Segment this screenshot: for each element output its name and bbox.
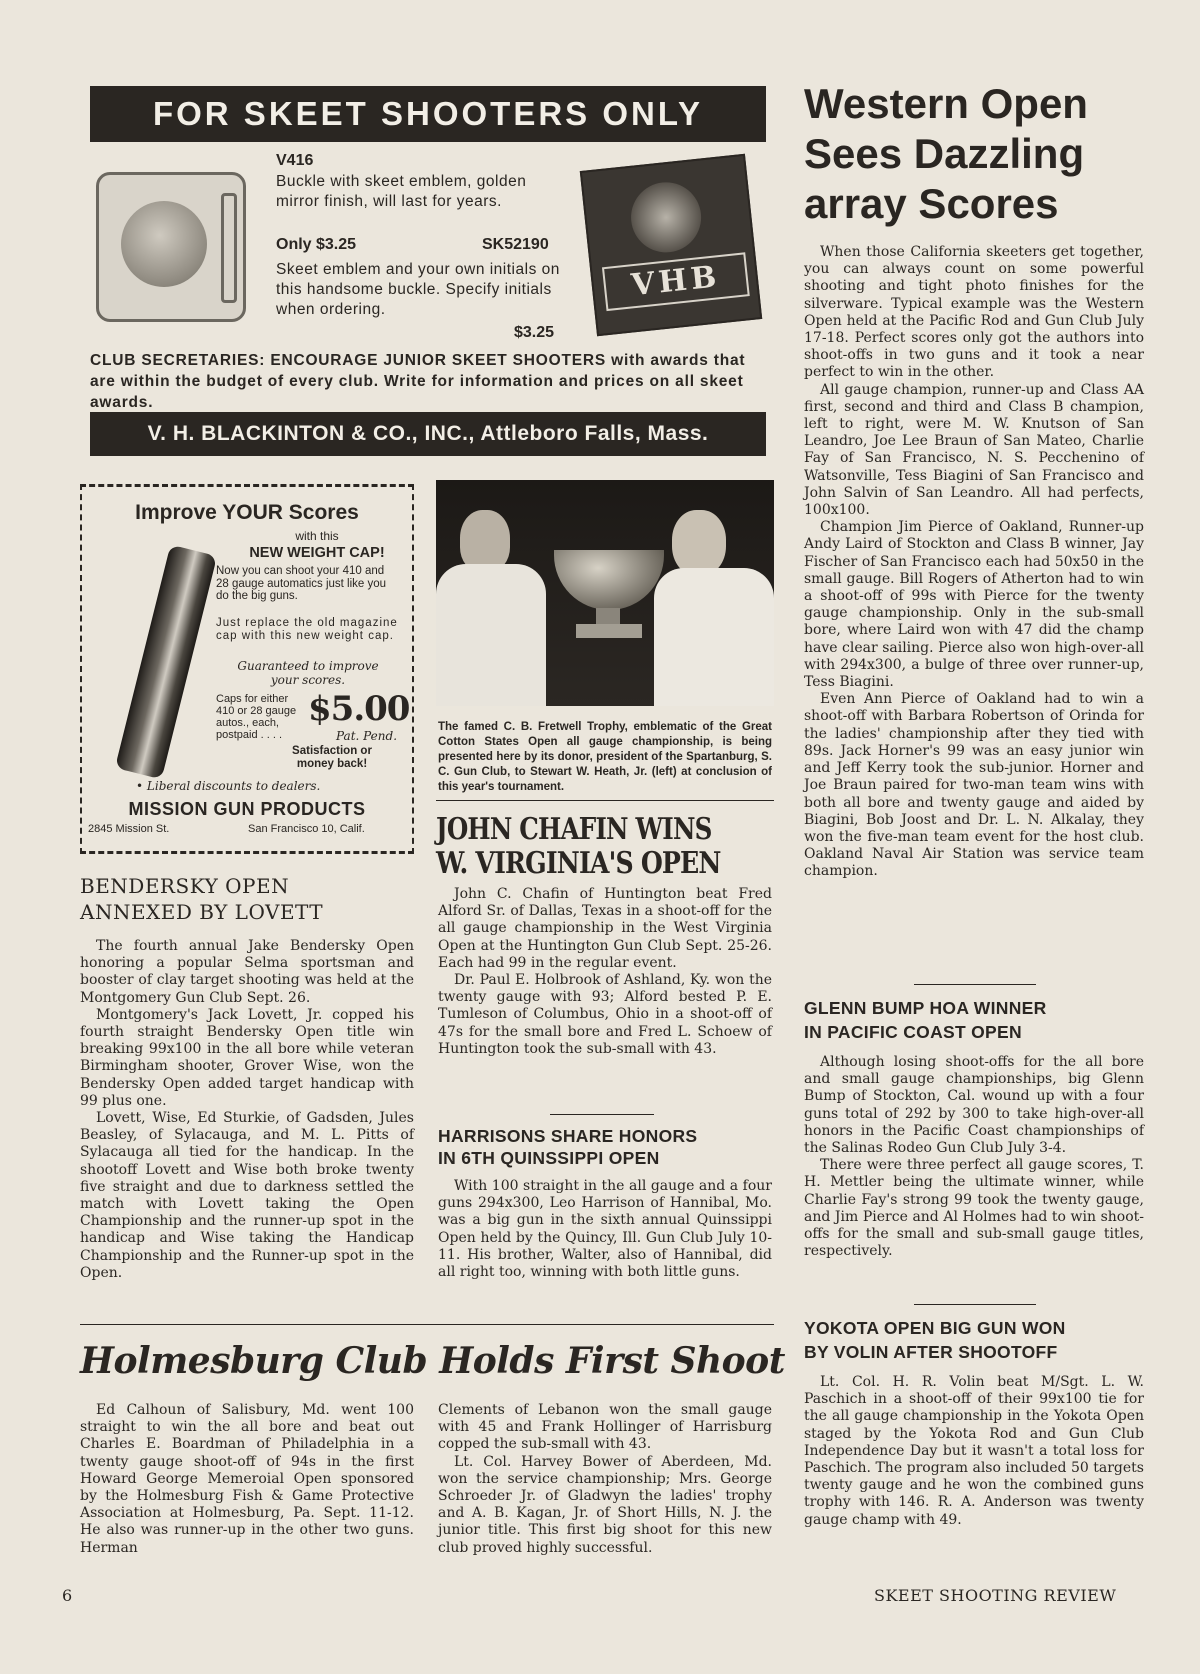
- mission-ad-company: MISSION GUN PRODUCTS: [128, 799, 366, 819]
- yokota-article: [804, 1374, 1144, 1529]
- holmesburg-p2: Lt. Col. Harvey Bower of Aberdeen, Md. won the service championship; Mrs. George Schroeder Jr. of Gladwyn the ladies' trophy and A. B. Kagan, Jr. of Short Hills, N. J. the junior title. This first big shoot for this new club proved highly successful.: [438, 1453, 772, 1556]
- bendersky-p3: Lovett, Wise, Ed Sturkie, of Gadsden, Jules Beasley, of Sylacauga, and M. L. Pitts of Sylacauga all tied for the handicap. In the shootoff Lovett and Wise both broke twenty five straight and due to darkness settled the match with Lovett taking the Open Championship and the runner-up spot in the handicap and Wise taking the Handicap Championship and the Runner-up spot in the Open.: [80, 1110, 414, 1281]
- mission-ad-price: $5.00: [308, 689, 410, 729]
- item1-code: V416: [276, 152, 314, 169]
- caption-divider: [436, 800, 774, 801]
- holmesburg-p1b: Clements of Lebanon won the small gauge with 45 and Frank Hollinger of Harrisburg copped the sub-small with 43.: [438, 1402, 772, 1453]
- chafin-p1: John C. Chafin of Huntington beat Fred Alford Sr. of Dallas, Texas in a shoot-off for the all gauge championship in the West Virginia Open at the Huntington Gun Club Sept. 25-26. Each had 99 in the regular event.: [438, 886, 772, 971]
- mission-ad-pat: Pat. Pend.: [336, 729, 398, 743]
- bendersky-p1: The fourth annual Jake Bendersky Open honoring a popular Selma sportsman and booster of clay target shooting was held at the Montgomery Gun Club Sept. 26.: [80, 938, 414, 1006]
- club-secretaries-note: CLUB SECRETARIES: ENCOURAGE JUNIOR SKEET SHOOTERS with awards that are within the budget of every club. Write for information and prices on all skeet awards.: [90, 352, 746, 411]
- skeet-ad-banner-text: FOR SKEET SHOOTERS ONLY: [152, 95, 703, 132]
- western-p3: Champion Jim Pierce of Oakland, Runner-up Andy Laird of Stockton and Class B winner, Jay Fischer of San Francisco each had 50x50 in the small gauge. Bill Rogers of Atherton had to win a shoot-off of 99s with Pierce for the twenty gauge championship. Only in the sub-small bore, where Laird won with 47 did the champ have clear sailing. Pierce also won high-over-all with 294x300, a bulge of three over runner-up, Tess Biagini.: [804, 519, 1144, 691]
- harrisons-headline-1: HARRISONS SHARE HONORS: [438, 1126, 698, 1146]
- chafin-p2: Dr. Paul E. Holbrook of Ashland, Ky. won the twenty gauge with 93; Alford bested P. E. Tumleson of Columbus, Ohio in a shoot-off of 47s for the small bore and Fred L. Schoew of Huntington took the sub-small with 43.: [438, 972, 772, 1057]
- western-headline-3: array Scores: [804, 180, 1059, 227]
- harrisons-article: [438, 1178, 772, 1281]
- mission-ad-product: NEW WEIGHT CAP!: [249, 545, 385, 561]
- western-headline-2: Sees Dazzling: [804, 130, 1085, 177]
- item2-price: $3.25: [514, 324, 555, 341]
- holmesburg-article-col2: [438, 1402, 772, 1557]
- blackinton-company-name: V. H. BLACKINTON & CO., INC., Attleboro Falls, Mass.: [147, 422, 709, 445]
- yokota-headline-1: YOKOTA OPEN BIG GUN WON: [804, 1318, 1066, 1338]
- bendersky-headline-2: ANNEXED BY LOVETT: [80, 900, 324, 924]
- western-p1: When those California skeeters get together, you can always count on some powerful shooting and tight photo finishes for the silverware. Typical example was the Western Open held at the Pacific Rod and Gun Club July 17-18. Perfect scores only got the authors into shoot-offs in two guns and it took a near perfect to win in the other.: [804, 244, 1144, 381]
- mission-ad-caps-text: Caps for either 410 or 28 gauge autos., each, postpaid . . . .: [216, 693, 297, 741]
- glenn-headline-1: GLENN BUMP HOA WINNER: [804, 998, 1047, 1018]
- skeet-ad-banner: [90, 86, 766, 142]
- trophy-icon: [554, 550, 664, 610]
- bendersky-headline-1: BENDERSKY OPEN: [80, 874, 290, 898]
- chafin-divider: [550, 1114, 654, 1115]
- mission-ad-desc2: Just replace the old magazine cap with this new weight cap.: [216, 617, 398, 642]
- harrisons-headline-2: IN 6TH QUINSSIPPI OPEN: [438, 1148, 660, 1168]
- glenn-p2: There were three perfect all gauge scores, T. H. Mettler being the ultimate winner, while Charlie Fay's strong 99 took the twenty gauge, and Jim Pierce and Al Holmes had to win shoot-offs for the small and sub-small gauge titles, respectively.: [804, 1157, 1144, 1260]
- yokota-p1: Lt. Col. H. R. Volin beat M/Sgt. L. W. Paschich in a shoot-off of their 99x100 tie for the all gauge championship in the Yokota Open staged by the Yokota Rod and Gun Club Independence Day but it wasn't a total loss for Paschich. The program also included 50 targets twenty gauge and he won the combined guns trophy with 146. R. A. Anderson was twenty gauge champ with 49.: [804, 1374, 1144, 1528]
- skeet-buckle-image: [96, 172, 246, 322]
- chafin-article: [438, 886, 772, 1058]
- mission-ad-desc1: Now you can shoot your 410 and 28 gauge automatics just like you do the big guns.: [216, 565, 387, 602]
- mission-ad-address-left: 2845 Mission St.: [88, 823, 170, 835]
- skeet-emblem-icon: [628, 179, 705, 256]
- item1-price: Only $3.25: [276, 236, 357, 253]
- item2-desc: Skeet emblem and your own initials on this handsome buckle. Specify initials when ordering.: [276, 261, 560, 318]
- glenn-article: [804, 1054, 1144, 1260]
- initials-buckle-image: [580, 154, 762, 336]
- western-divider: [914, 984, 1036, 985]
- mission-ad-guarantee: Guaranteed to improve your scores.: [237, 659, 379, 687]
- holmesburg-p1a: Ed Calhoun of Salisbury, Md. went 100 straight to win the all bore and beat out Charles E. Boardman of Philadelphia in a twenty gauge shoot-off of 94s in the first Howard George Memeroial Open sponsored by the Holmesburg Fish & Game Protective Association at Holmesburg, Pa. Sept. 11-12. He also was runner-up in the other two guns. Herman: [80, 1402, 414, 1556]
- mission-ad-address-right: San Francisco 10, Calif.: [248, 823, 365, 835]
- western-p4: Even Ann Pierce of Oakland had to win a shoot-off with Barbara Robertson of Orinda for the ladies' championship after they tied with 89s. Jack Horner's 99 was an easy junior win and Jeff Kerry took the sub-junior. Horner and Joe Braun paired for two-man team wins with both all bore and twenty gauge and aided by Biagini, Bob Joost and Dr. L. N. Alkalay, they won the five-man team event for the host club. Oakland Naval Air Station was service team champion.: [804, 691, 1144, 880]
- trophy-photo: [436, 480, 774, 706]
- glenn-p1: Although losing shoot-offs for the all bore and small gauge championships, big Glenn Bump of Stockton, Cal. wound up with a four guns total of 292 by 300 to take high-over-all honors in the Pacific Coast championships of the Salinas Rodeo Gun Club July 3-4.: [804, 1054, 1144, 1157]
- page-number: 6: [62, 1586, 73, 1605]
- mission-gun-ad: [80, 484, 414, 854]
- section-divider: [80, 1324, 774, 1325]
- buckle-initials: VHB: [602, 252, 750, 311]
- blackinton-company-banner: [90, 412, 766, 456]
- glenn-divider: [914, 1304, 1036, 1305]
- chafin-headline-2: W. VIRGINIA'S OPEN: [436, 846, 721, 881]
- bendersky-article: [80, 938, 414, 1282]
- weight-cap-image: [115, 545, 217, 780]
- yokota-headline-2: BY VOLIN AFTER SHOOTOFF: [804, 1342, 1058, 1362]
- glenn-headline-2: IN PACIFIC COAST OPEN: [804, 1022, 1022, 1042]
- harrisons-p1: With 100 straight in the all gauge and a four guns 294x300, Leo Harrison of Hannibal, Mo. was a big gun in the sixth annual Quinssippi Open held by the Quincy, Ill. Gun Club July 10-11. His brother, Walter, also of Hannibal, did all right too, winning with both little guns.: [438, 1178, 772, 1281]
- item1-desc: Buckle with skeet emblem, golden mirror finish, will last for years.: [276, 173, 527, 210]
- mission-ad-headline: Improve YOUR Scores: [135, 501, 359, 524]
- photo-caption: The famed C. B. Fretwell Trophy, emblematic of the Great Cotton States Open all gauge championship, is being presented here by its donor, president of the Spartanburg, S. C. Gun Club, to Stewart W. Heath, Jr. (left) at conclusion of this year's tournament.: [438, 721, 772, 793]
- mission-ad-with-this: with this: [295, 529, 339, 543]
- holmesburg-article-col1: [80, 1402, 414, 1557]
- bendersky-p2: Montgomery's Jack Lovett, Jr. copped his fourth straight Bendersky Open title win breaking 99x100 in the all bore while veteran Birmingham shooter, Grover Wise, won the Bendersky Open added target handicap with 99 plus one.: [80, 1006, 414, 1109]
- mission-ad-satisfaction: Satisfaction or money back!: [292, 745, 372, 770]
- skeet-emblem-icon: [121, 201, 207, 287]
- item2-code: SK52190: [482, 236, 549, 253]
- chafin-headline-1: JOHN CHAFIN WINS: [436, 812, 712, 847]
- western-headline-1: Western Open: [804, 80, 1088, 127]
- holmesburg-headline: Holmesburg Club Holds First Shoot: [80, 1340, 785, 1382]
- western-article: [804, 244, 1144, 881]
- western-p2: All gauge champion, runner-up and Class AA first, second and third and Class B champion, left to right, were M. W. Knutson of San Leandro, Joe Lee Braun of San Mateo, Charlie Fay of San Francisco, N. S. Pecchenino of Watsonville, Tess Biagini of San Francisco and John Salvin of San Leandro. All had perfects, 100x100.: [804, 381, 1144, 519]
- mission-ad-discount: • Liberal discounts to dealers.: [136, 779, 321, 793]
- publication-name: SKEET SHOOTING REVIEW: [874, 1586, 1117, 1605]
